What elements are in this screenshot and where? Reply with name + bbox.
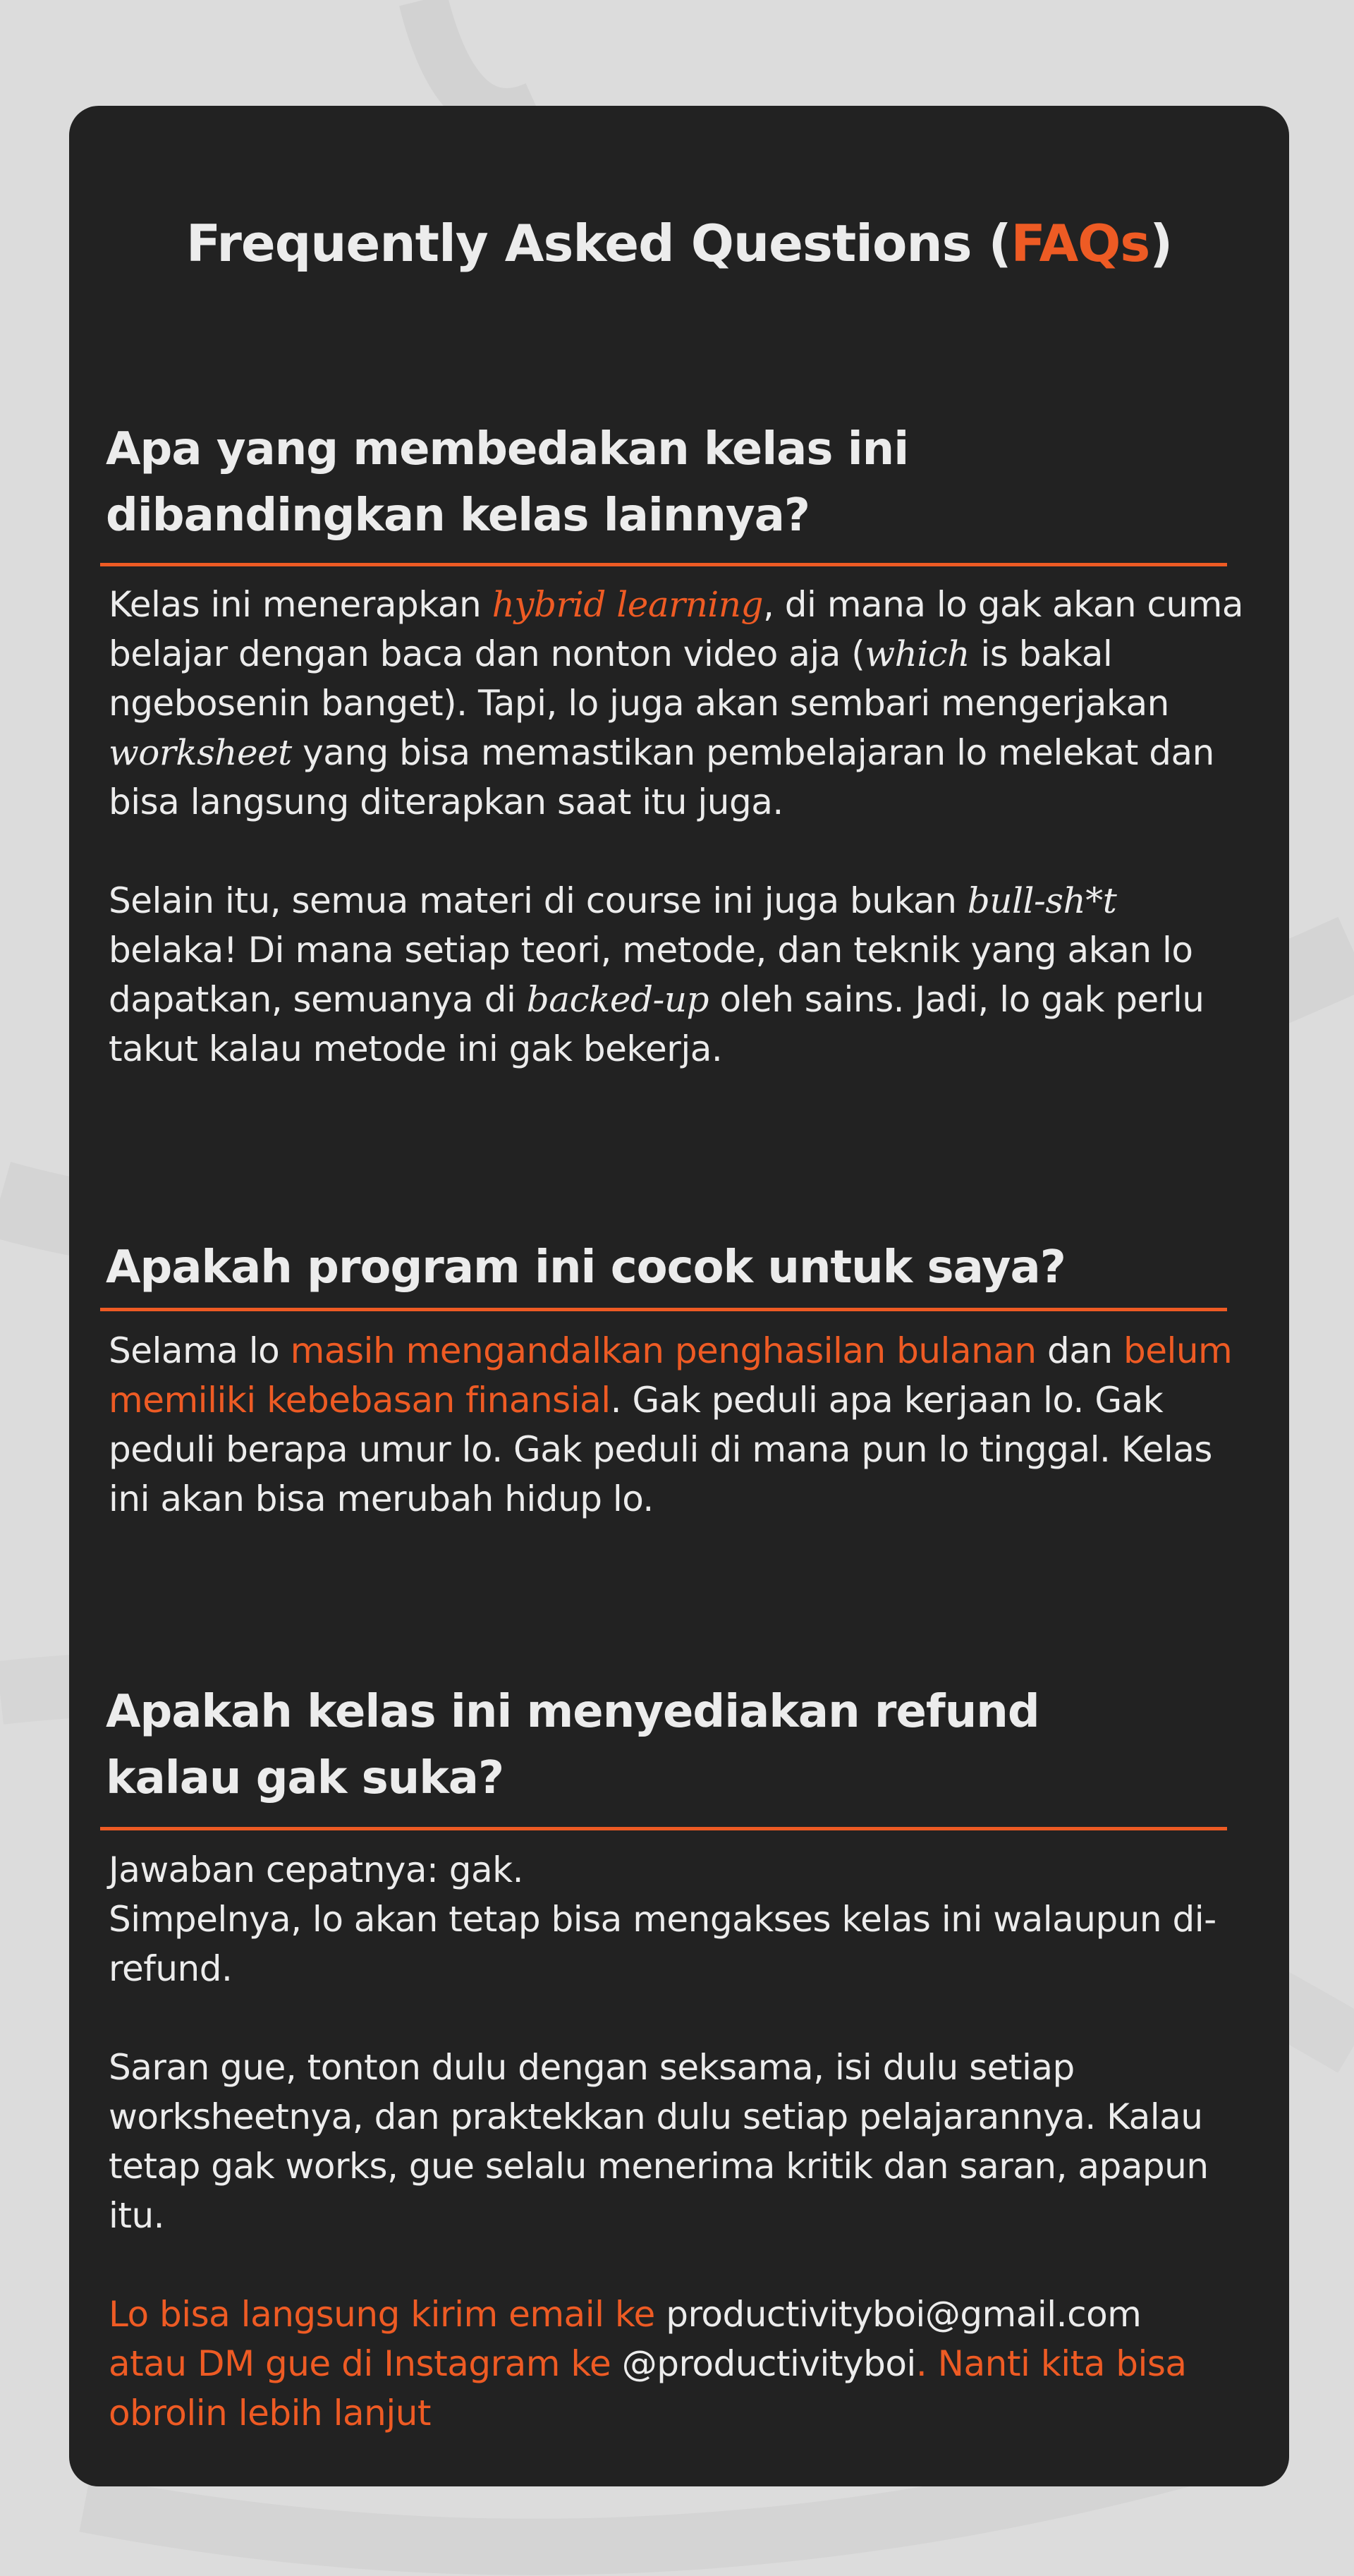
answer-emphasis: bull-sh*t	[967, 880, 1117, 921]
faq-answer-2-paragraph-1	[109, 1326, 1251, 1524]
faq-question-3	[106, 1679, 1234, 1811]
title-suffix: )	[1149, 214, 1173, 273]
faq-1-divider	[100, 563, 1227, 566]
faq-question-2	[106, 1234, 1234, 1301]
title-accent: FAQs	[1011, 214, 1150, 273]
answer-emphasis: hybrid learning	[492, 584, 764, 625]
answer-text: dan	[1036, 1330, 1123, 1371]
answer-emphasis: worksheet	[109, 732, 292, 773]
faq-question-3-line-1: Apakah kelas ini menyediakan refund	[106, 1686, 1039, 1738]
faq-answer-2	[109, 1326, 1251, 1524]
answer-highlight: masih mengandalkan penghasilan bulanan	[290, 1330, 1037, 1371]
faq-answer-3-contact	[109, 2290, 1251, 2438]
answer-text: Saran gue, tonton dulu dengan seksama, isi dulu setiap worksheetnya, dan praktekkan dulu setiap pelajarannya. Kalau tetap gak works, gue selalu menerima kritik dan saran, apapun itu.	[109, 2047, 1209, 2236]
faq-answer-1-paragraph-1	[109, 580, 1251, 827]
answer-emphasis: which	[865, 633, 970, 674]
faq-answer-3-paragraph-2	[109, 2043, 1251, 2240]
faq-question-1	[106, 416, 1234, 549]
answer-emphasis: backed-up	[526, 979, 709, 1020]
faq-card	[69, 106, 1289, 2486]
page-title	[69, 205, 1289, 282]
contact-email[interactable]: productivityboi@gmail.com	[666, 2294, 1142, 2335]
faq-3-divider	[100, 1827, 1227, 1830]
answer-text: Simpelnya, lo akan tetap bisa mengakses kelas ini walaupun di-refund.	[109, 1899, 1216, 1989]
faq-question-1-line-1: Apa yang membedakan kelas ini	[106, 423, 909, 475]
faq-answer-1-paragraph-2	[109, 876, 1251, 1074]
answer-text: Kelas ini menerapkan	[109, 584, 492, 625]
faq-question-1-line-2: dibandingkan kelas lainnya?	[106, 490, 810, 542]
faq-answer-3-paragraph-1	[109, 1845, 1251, 1993]
answer-highlight: belum memiliki kebebasan finansial	[109, 1330, 1233, 1421]
faq-question-3-line-2: kalau gak suka?	[106, 1752, 504, 1804]
faq-2-divider	[100, 1308, 1227, 1311]
answer-text: oleh sains. Jadi, lo gak perlu takut kalau metode ini gak bekerja.	[109, 979, 1204, 1069]
answer-text: . Gak peduli apa kerjaan lo. Gak peduli berapa umur lo. Gak peduli di mana pun lo tinggal. Kelas ini akan bisa merubah hidup lo.	[109, 1380, 1212, 1519]
answer-text: belaka! Di mana setiap teori, metode, dan teknik yang akan lo dapatkan, semuanya di	[109, 930, 1193, 1020]
contact-highlight: atau DM gue di Instagram ke	[109, 2343, 611, 2384]
answer-text: Selama lo	[109, 1330, 291, 1371]
answer-text: , di mana lo gak akan cuma belajar dengan baca dan nonton video aja (	[109, 584, 1243, 674]
answer-text: yang bisa memastikan pembelajaran lo melekat dan bisa langsung diterapkan saat itu juga.	[109, 732, 1214, 822]
contact-highlight: . Nanti kita bisa obrolin lebih lanjut	[109, 2343, 1187, 2434]
contact-instagram-handle[interactable]: @productivityboi	[621, 2343, 916, 2384]
title-prefix: Frequently Asked Questions (	[185, 214, 1011, 273]
answer-text: Selain itu, semua materi di course ini juga bukan	[109, 880, 968, 921]
answer-text: is bakal ngebosenin banget). Tapi, lo juga akan sembari mengerjakan	[109, 633, 1169, 724]
faq-answer-3	[109, 1845, 1251, 2438]
answer-text: Jawaban cepatnya: gak.	[109, 1849, 523, 1890]
contact-highlight: Lo bisa langsung kirim email ke	[109, 2294, 655, 2335]
faq-answer-1	[109, 580, 1251, 1074]
faq-question-2-line-1: Apakah program ini cocok untuk saya?	[106, 1241, 1066, 1294]
